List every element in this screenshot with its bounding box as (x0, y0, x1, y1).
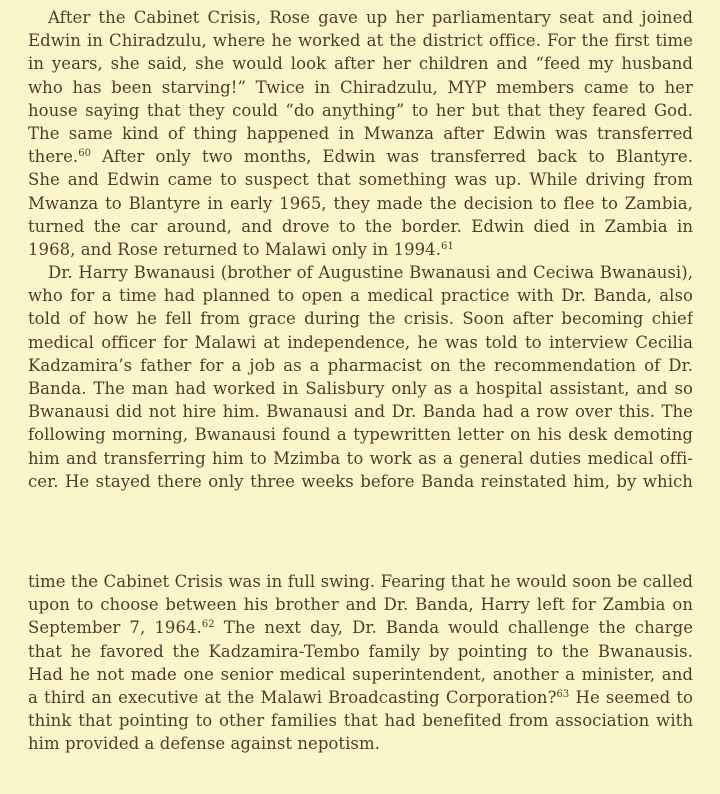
text-line: who for a time had planned to open a medical practice with Dr. Banda, also (28, 286, 693, 306)
footnote-marker: 61 (441, 240, 454, 252)
footnote-marker: 62 (201, 619, 215, 631)
text-segment: After only two months, Edwin was transferred back to Blantyre. (102, 147, 693, 167)
text-line: house saying that they could “do anything” to her but that they feared God. (28, 100, 693, 120)
text-line (28, 616, 693, 639)
text-line: Dr. Harry Bwanausi (brother of Augustine Bwanausi and Ceciwa Bwanausi), (48, 263, 693, 283)
text-line: cer. He stayed there only three weeks before Banda reinstated him, by which (28, 471, 693, 491)
text-line: Mwanza to Blantyre in early 1965, they made the decision to flee to Zambia, (28, 193, 693, 213)
text-segment: 1968, and Rose returned to Malawi only in 1994. (28, 239, 442, 259)
text-block-bottom (28, 570, 693, 756)
text-line: turned the car around, and drove to the border. Edwin died in Zambia in (28, 216, 693, 236)
text-segment: a third an executive at the Malawi Broadcasting Corporation? (28, 687, 557, 707)
text-line: She and Edwin came to suspect that something was up. While driving from (28, 170, 693, 190)
text-line: time the Cabinet Crisis was in full swing. Fearing that he would soon be called (28, 572, 693, 591)
text-line: told of how he fell from grace during the crisis. Soon after becoming chief (28, 309, 693, 329)
text-line: in years, she said, she would look after her children and “feed my husband (28, 54, 693, 74)
text-line: Kadzamira’s father for a job as a pharmacist on the recommendation of Dr. (28, 355, 693, 375)
text-segment: there. (28, 147, 79, 167)
text-line: who has been starving!” Twice in Chiradzulu, MYP members came to her (28, 77, 693, 97)
footnote-marker: 63 (556, 688, 570, 700)
text-block-top (28, 6, 693, 493)
text-line (28, 238, 693, 261)
text-line: him provided a defense against nepotism. (28, 734, 380, 754)
text-line: Had he not made one senior medical superintendent, another a minister, and (28, 664, 693, 684)
text-segment: September 7, 1964. (28, 618, 202, 638)
text-line (28, 686, 693, 709)
text-line: After the Cabinet Crisis, Rose gave up her parliamentary seat and joined (48, 8, 693, 27)
text-line: upon to choose between his brother and Dr. Banda, Harry left for Zambia on (28, 595, 693, 615)
text-line (28, 145, 693, 168)
text-line: Banda. The man had worked in Salisbury only as a hospital assistant, and so (28, 379, 693, 398)
text-line: him and transferring him to Mzimba to work as a general duties medical offi- (28, 448, 693, 468)
text-line: following morning, Bwanausi found a typewritten letter on his desk demoting (28, 425, 693, 445)
text-line: that he favored the Kadzamira-Tembo family by pointing to the Bwanausis. (28, 641, 693, 661)
text-segment: The next day, Dr. Banda would challenge the charge (223, 618, 693, 638)
text-line: Bwanausi did not hire him. Bwanausi and Dr. Banda had a row over this. The (28, 402, 693, 422)
text-segment: He seemed to (575, 687, 693, 707)
text-line: The same kind of thing happened in Mwanza after Edwin was transferred (28, 123, 693, 143)
text-line: think that pointing to other families that had benefited from association with (28, 711, 693, 731)
text-line: medical officer for Malawi at independence, he was told to interview Cecilia (28, 332, 693, 352)
footnote-marker: 60 (78, 148, 92, 160)
text-line: Edwin in Chiradzulu, where he worked at the district office. For the first time (28, 31, 693, 51)
